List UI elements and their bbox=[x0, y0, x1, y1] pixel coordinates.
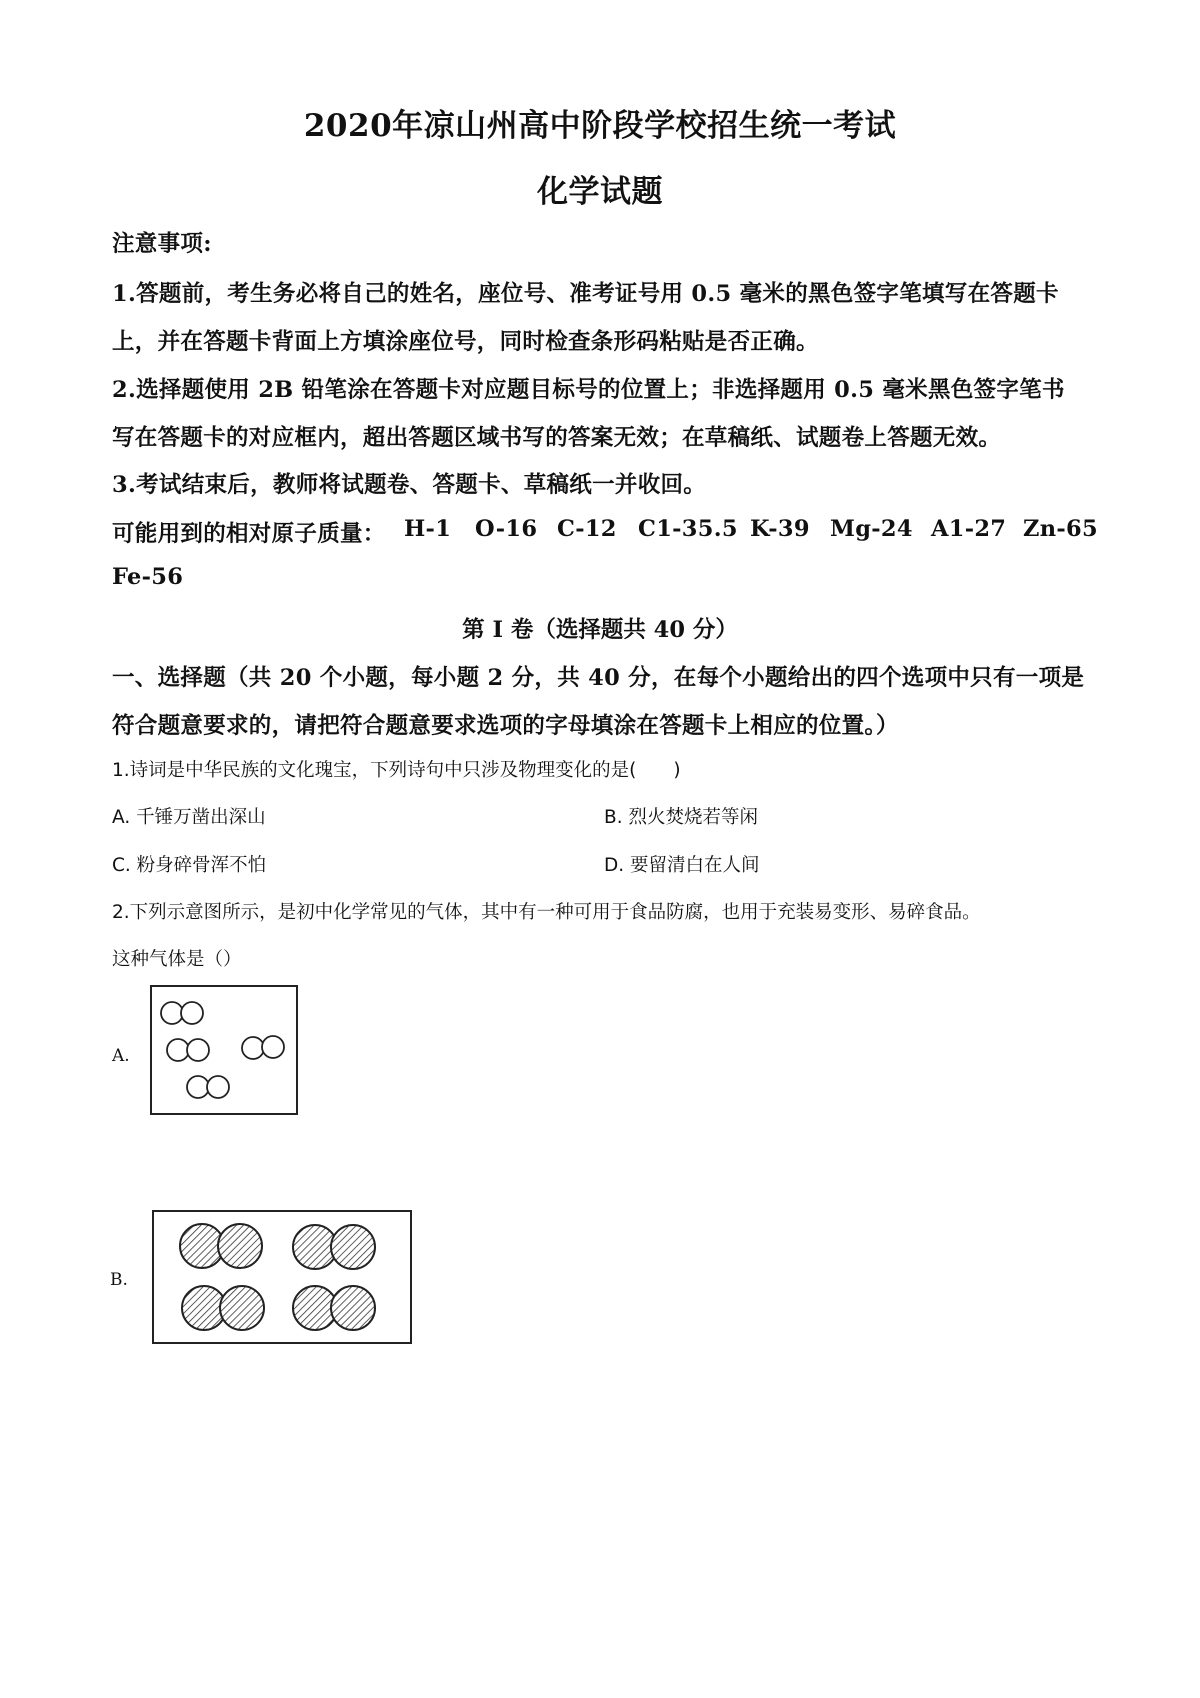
notice-item-1-line-2: 上，并在答题卡背面上方填涂座位号，同时检查条形码粘贴是否正确。 bbox=[112, 329, 819, 355]
notice-item-1-line-1: 1.答题前，考生务必将自己的姓名，座位号、准考证号用 0.5 毫米的黑色签字笔填写在答题卡 bbox=[112, 281, 1059, 307]
atomic-mass-item: H-1 bbox=[404, 516, 452, 542]
notice-item-3: 3.考试结束后，教师将试题卷、答题卡、草稿纸一并收回。 bbox=[112, 472, 707, 498]
question-2-option-b-label: B. bbox=[110, 1270, 128, 1290]
question-1-option-d: D. 要留清白在人间 bbox=[604, 855, 760, 876]
molecule-diagram-b bbox=[152, 1210, 414, 1346]
atomic-masses-label: 可能用到的相对原子质量： bbox=[112, 521, 386, 547]
atomic-mass-item: C-12 bbox=[557, 516, 617, 542]
section-instruction-line-2: 符合题意要求的，请把符合题意要求选项的字母填涂在答题卡上相应的位置。） bbox=[112, 713, 899, 739]
question-2-stem-line-2: 这种气体是（） bbox=[112, 949, 242, 970]
section-title: 第 I 卷（选择题共 40 分） bbox=[462, 617, 738, 643]
question-2-stem-line-1: 2.下列示意图所示，是初中化学常见的气体，其中有一种可用于食品防腐，也用于充装易变形、易碎食品。 bbox=[112, 902, 981, 923]
question-2-option-a-label: A. bbox=[112, 1046, 130, 1066]
atomic-mass-item: Zn-65 bbox=[1023, 516, 1098, 542]
atomic-mass-item: Fe-56 bbox=[112, 564, 184, 590]
notice-heading: 注意事项: bbox=[112, 231, 212, 257]
atomic-mass-item: K-39 bbox=[750, 516, 810, 542]
question-1-option-c: C. 粉身碎骨浑不怕 bbox=[112, 855, 267, 876]
atomic-mass-item: O-16 bbox=[475, 516, 538, 542]
question-1-stem: 1.诗词是中华民族的文化瑰宝，下列诗句中只涉及物理变化的是( ) bbox=[112, 760, 681, 781]
question-1-option-a: A. 千锤万凿出深山 bbox=[112, 807, 266, 828]
notice-item-2-line-1: 2.选择题使用 2B 铅笔涂在答题卡对应题目标号的位置上；非选择题用 0.5 毫米黑色签字笔书 bbox=[112, 377, 1065, 403]
exam-title: 2020年凉山州高中阶段学校招生统一考试 bbox=[303, 108, 897, 144]
atomic-mass-item: C1-35.5 bbox=[638, 516, 738, 542]
molecule-diagram-a bbox=[150, 985, 300, 1117]
exam-subject: 化学试题 bbox=[537, 174, 663, 210]
atomic-mass-item: A1-27 bbox=[931, 516, 1007, 542]
question-1-option-b: B. 烈火焚烧若等闲 bbox=[604, 807, 758, 828]
atomic-mass-item: Mg-24 bbox=[830, 516, 913, 542]
section-instruction-line-1: 一、选择题（共 20 个小题，每小题 2 分，共 40 分，在每个小题给出的四个选项中只有一项是 bbox=[112, 665, 1085, 691]
notice-item-2-line-2: 写在答题卡的对应框内，超出答题区域书写的答案无效；在草稿纸、试题卷上答题无效。 bbox=[112, 425, 1002, 451]
